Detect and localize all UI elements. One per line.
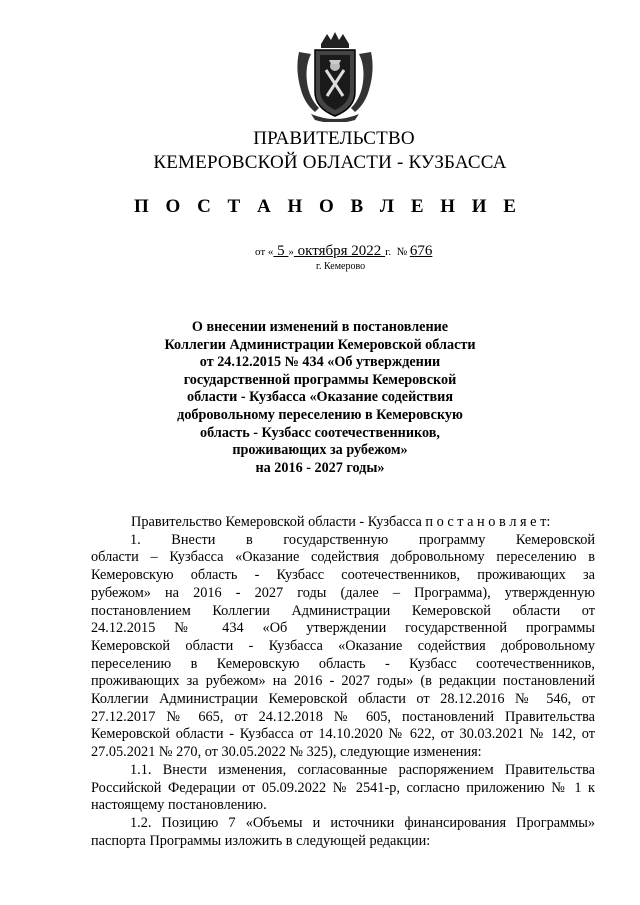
heading-line: на 2016 - 2027 годы» [255, 459, 385, 476]
body-line: 27.05.2021 № 270, от 30.05.2022 № 325), следующие изменения: [91, 744, 482, 761]
body-line-intro: Правительство Кемеровской области - Кузбасса п о с т а н о в л я е т: [131, 514, 551, 530]
body-line: 1.1. Внести изменения, согласованные распоряжением Правительства [130, 761, 595, 778]
number-sign: № [396, 246, 408, 258]
heading-line: О внесении изменений в постановление [191, 319, 449, 335]
body-line: Кемеровской области - Кузбасса от 14.10.2020 № 622, от 30.03.2021 № 142, от [91, 726, 595, 743]
document-place: г. Кемерово [316, 261, 366, 272]
body-line: 27.12.2017 № 665, от 24.12.2018 № 605, постановлений Правительства [91, 708, 595, 725]
heading-line: область - Кузбасс соотечественников, [200, 424, 440, 441]
body-line: области – Кузбасса «Оказание содействия добровольному переселению в [91, 549, 595, 566]
heading-line: области - Кузбасса «Оказание содействия [186, 389, 454, 406]
organization-name-line2: КЕМЕРОВСКОЙ ОБЛАСТИ - КУЗБАССА [153, 152, 507, 173]
document-type-title: П О С Т А Н О В Л Е Н И Е [134, 196, 522, 217]
body-line: паспорта Программы изложить в следующей редакции: [91, 832, 431, 849]
document-date-line [255, 243, 432, 260]
body-line: Российской Федерации от 05.09.2022 № 2541-р, согласно приложению № 1 к [91, 779, 595, 796]
document-heading [160, 319, 480, 477]
body-line: постановлением Коллегии Администрации Кемеровской области от [91, 602, 595, 619]
document-body [91, 514, 595, 850]
date-prefix: от « [255, 246, 274, 258]
date-day: 5 [273, 243, 289, 259]
body-line: Коллегии Администрации Кемеровской области от 28.12.2016 № 546, от [91, 691, 595, 708]
body-line: Кемеровской области - Кузбасса «Оказание содействия добровольному [91, 637, 595, 654]
body-line: проживающих за рубежом» на 2016 - 2027 годы» (в редакции постановлений [91, 673, 595, 690]
body-line: 1. Внести в государственную программу Кемеровской [130, 531, 595, 548]
body-line: 24.12.2015 № 434 «Об утверждении государственной программы [91, 620, 595, 637]
body-line: 1.2. Позицию 7 «Объемы и источники финансирования Программы» [130, 814, 595, 831]
body-line: рубежом» на 2016 - 2027 годы (далее – Программа), утвержденную [91, 584, 595, 601]
heading-line: государственной программы Кемеровской [183, 371, 457, 388]
heading-line: от 24.12.2015 № 434 «Об утверждении [199, 354, 441, 371]
body-line: переселению в Кемеровскую область - Кузбасс соотечественников, [91, 655, 595, 672]
organization-name-line1: ПРАВИТЕЛЬСТВО [253, 128, 415, 149]
date-year-suffix: г. [385, 246, 392, 258]
heading-line: проживающих за рубежом» [232, 442, 408, 459]
coat-of-arms-icon [293, 30, 377, 122]
heading-line: добровольному переселению в Кемеровскую [177, 406, 463, 423]
heading-line: Коллегии Администрации Кемеровской области [164, 336, 476, 353]
body-line: Кемеровскую область - Кузбасс соотечественников, проживающих за [91, 567, 595, 584]
date-separator: » [288, 246, 294, 258]
date-month-year: октября 2022 [293, 243, 386, 259]
body-line: настоящему постановлению. [91, 797, 267, 814]
document-number: 676 [409, 243, 433, 259]
